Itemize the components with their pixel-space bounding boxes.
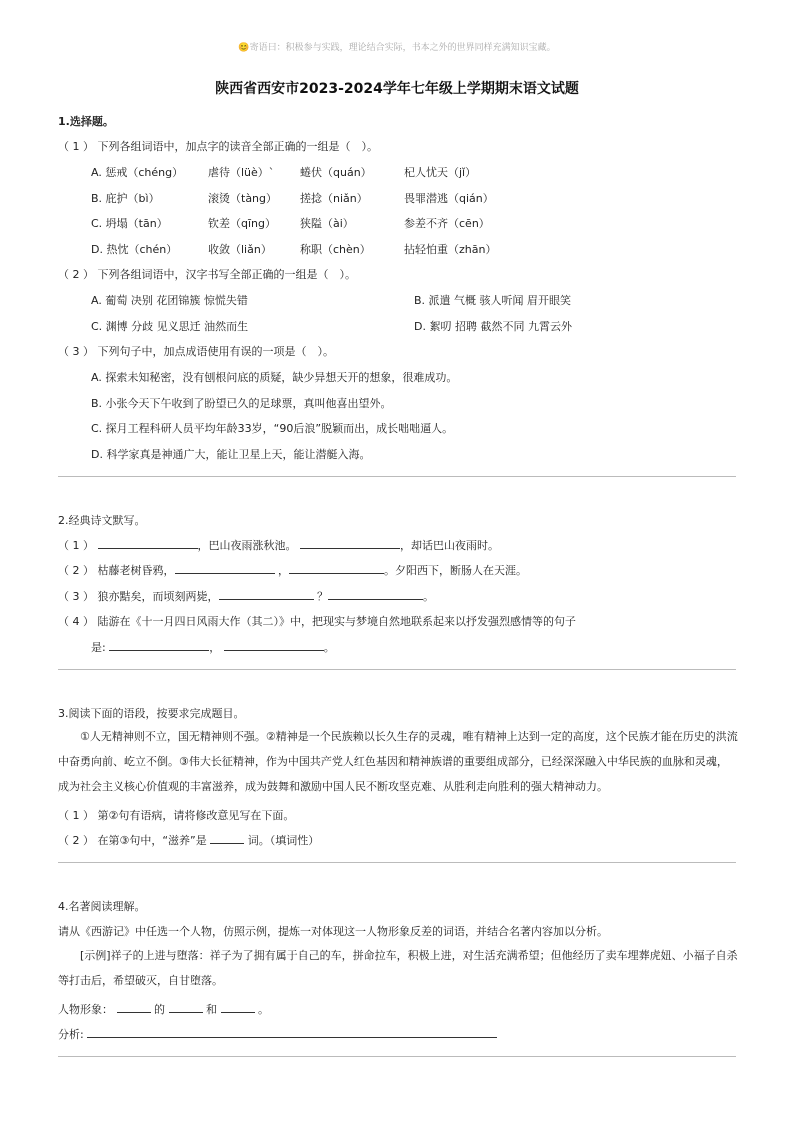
- q1-1-option-a-4: 杞人忧天（jǐ）: [404, 166, 477, 179]
- q3-passage: ①人无精神则不立，国无精神则不强。②精神是一个民族赖以长久生存的灵魂，唯有精神上达到一定的高度，这个民族才能在历史的洪流中奋勇向前、屹立不倒。③伟大长征精神，作为中国共产党人红色基因和精神族谱的重要组成部分，已经深深融入中华民族的血脉和灵魂，成为社会主义核心价值观的丰富滋养，成为鼓舞和激励中国人民不断攻坚克难、从胜利走向胜利的强大精神动力。: [58, 730, 738, 793]
- answer-blank[interactable]: [175, 562, 275, 574]
- q2-4-stem: （ 4 ） 陆游在《十一月四日风雨大作（其二）》中，把现实与梦境自然地联系起来以抒发强烈感情等的句子: [58, 615, 576, 628]
- q1-3-option-d: D. 科学家真是神通广大，能让卫星上天，能让潜艇入海。: [91, 448, 371, 461]
- q2-3-question-mark: ？: [317, 590, 328, 603]
- q1-1-option-c-3: 狭隘（ài）: [300, 217, 354, 230]
- q2-line-2: [58, 562, 527, 578]
- q4-image-line: [58, 1001, 269, 1017]
- answer-blank[interactable]: [328, 588, 423, 600]
- q1-1-option-b-3: 搓捻（niǎn）: [300, 192, 368, 205]
- q2-4-end: 。: [323, 641, 335, 654]
- answer-blank[interactable]: [224, 639, 324, 651]
- section-divider: [58, 476, 736, 477]
- answer-blank[interactable]: [109, 639, 209, 651]
- section-divider: [58, 862, 736, 863]
- q1-3-option-b: B. 小张今天下午收到了盼望已久的足球票，真叫他喜出望外。: [91, 397, 392, 410]
- q1-1-option-a-2: 虐待（lüè）`: [208, 166, 275, 179]
- q1-heading: 1.选择题。: [58, 115, 114, 128]
- q4-analysis-label: 分析:: [58, 1028, 84, 1041]
- q2-4-sep: ，: [209, 641, 221, 654]
- q2-line-4-answer: [91, 639, 335, 655]
- q1-1-option-a-1: A. 惩戒（chéng）: [91, 166, 184, 179]
- q1-1-option-b-1: B. 庇护（bì）: [91, 192, 160, 205]
- q4-analysis-line: [58, 1026, 497, 1042]
- q2-4-label: 是:: [91, 641, 106, 654]
- q1-1-option-b-4: 畏罪潜逃（qián）: [404, 192, 494, 205]
- q1-1-option-d-1: D. 热忱（chén）: [91, 243, 178, 256]
- header-motto: 😊寄语曰：积极参与实践，理论结合实际，书本之外的世界同样充满知识宝藏。: [238, 43, 556, 53]
- q2-2-text-a: （ 2 ） 枯藤老树昏鸦，: [58, 564, 175, 577]
- q1-1-option-d-4: 拈轻怕重（zhān）: [404, 243, 497, 256]
- q1-1-option-c-2: 钦差（qīng）: [208, 217, 276, 230]
- answer-blank[interactable]: [117, 1001, 151, 1013]
- page-title: 陕西省西安市2023-2024学年七年级上学期期末语文试题: [215, 81, 579, 97]
- answer-blank[interactable]: [169, 1001, 203, 1013]
- q2-heading: 2.经典诗文默写。: [58, 514, 146, 527]
- section-divider: [58, 669, 736, 670]
- answer-blank[interactable]: [219, 588, 314, 600]
- q1-1-option-d-3: 称职（chèn）: [300, 243, 371, 256]
- q4-instruction: 请从《西游记》中任选一个人物，仿照示例，提炼一对体现这一人物形象反差的词语，并结合名著内容加以分析。: [58, 925, 608, 938]
- q1-1-option-a-3: 蜷伏（quán）: [300, 166, 372, 179]
- q2-3-end: 。: [423, 590, 434, 603]
- q3-2-text-b: 词。（填词性）: [247, 834, 320, 847]
- q1-3-option-a: A. 探索未知秘密，没有刨根问底的质疑，缺少异想天开的想象，很难成功。: [91, 371, 458, 384]
- answer-blank[interactable]: [210, 832, 244, 844]
- q1-3-option-c: C. 探月工程科研人员平均年龄33岁，“90后浪”脱颖而出，成长咄咄逼人。: [91, 422, 454, 435]
- q1-1-option-d-2: 收敛（liǎn）: [208, 243, 272, 256]
- q4-image-he: 和: [206, 1003, 217, 1016]
- q2-1-number: （ 1 ）: [58, 539, 94, 552]
- q4-image-de: 的: [154, 1003, 165, 1016]
- section-divider: [58, 1056, 736, 1057]
- q4-example: [示例]祥子的上进与堕落：祥子为了拥有属于自己的车，拼命拉车，积极上进，对生活充满希望；但他经历了卖车埋葬虎妞、小福子自杀等打击后，希望破灭，自甘堕落。: [58, 949, 738, 987]
- answer-blank[interactable]: [98, 537, 198, 549]
- q1-2-option-b: B. 派遣 气概 骇人听闻 眉开眼笑: [414, 294, 572, 307]
- q1-1-option-c-1: C. 坍塌（tān）: [91, 217, 168, 230]
- q3-2-line: [58, 832, 319, 848]
- q1-2-option-a: A. 葡萄 决别 花团锦簇 惊慌失错: [91, 294, 248, 307]
- q2-2-text-b: 。夕阳西下，断肠人在天涯。: [384, 564, 527, 577]
- q4-heading: 4.名著阅读理解。: [58, 900, 146, 913]
- q3-heading: 3.阅读下面的语段，按要求完成题目。: [58, 707, 245, 720]
- q1-2-option-d: D. 絮叨 招聘 截然不同 九霄云外: [414, 320, 572, 333]
- answer-blank[interactable]: [289, 562, 384, 574]
- q1-2-stem: （ 2 ） 下列各组词语中，汉字书写全部正确的一组是（ ）。: [58, 268, 356, 281]
- q2-1-text-a: ，巴山夜雨涨秋池。: [197, 539, 297, 552]
- q3-1-stem: （ 1 ） 第②句有语病，请将修改意见写在下面。: [58, 809, 295, 822]
- q3-2-text-a: （ 2 ） 在第③句中，“滋养”是: [58, 834, 207, 847]
- q1-1-option-c-4: 参差不齐（cēn）: [404, 217, 490, 230]
- answer-blank[interactable]: [300, 537, 400, 549]
- q1-3-stem: （ 3 ） 下列句子中，加点成语使用有误的一项是（ ）。: [58, 345, 334, 358]
- q1-2-option-c: C. 渊博 分歧 见义思迁 油然而生: [91, 320, 249, 333]
- q2-line-3: [58, 588, 434, 604]
- q2-1-text-b: ，却话巴山夜雨时。: [400, 539, 499, 552]
- answer-blank[interactable]: [87, 1026, 497, 1038]
- answer-blank[interactable]: [221, 1001, 255, 1013]
- q1-1-stem: （ 1 ） 下列各组词语中，加点字的读音全部正确的一组是（ ）。: [58, 140, 378, 153]
- q4-image-label: 人物形象：: [58, 1003, 113, 1016]
- q1-1-option-b-2: 滚烫（tàng）: [208, 192, 278, 205]
- q4-image-end: 。: [258, 1003, 269, 1016]
- q2-3-text-a: （ 3 ） 狼亦黠矣，而顷刻两毙，: [58, 590, 219, 603]
- q2-line-1: [58, 537, 499, 553]
- q2-2-sep: ，: [278, 564, 289, 577]
